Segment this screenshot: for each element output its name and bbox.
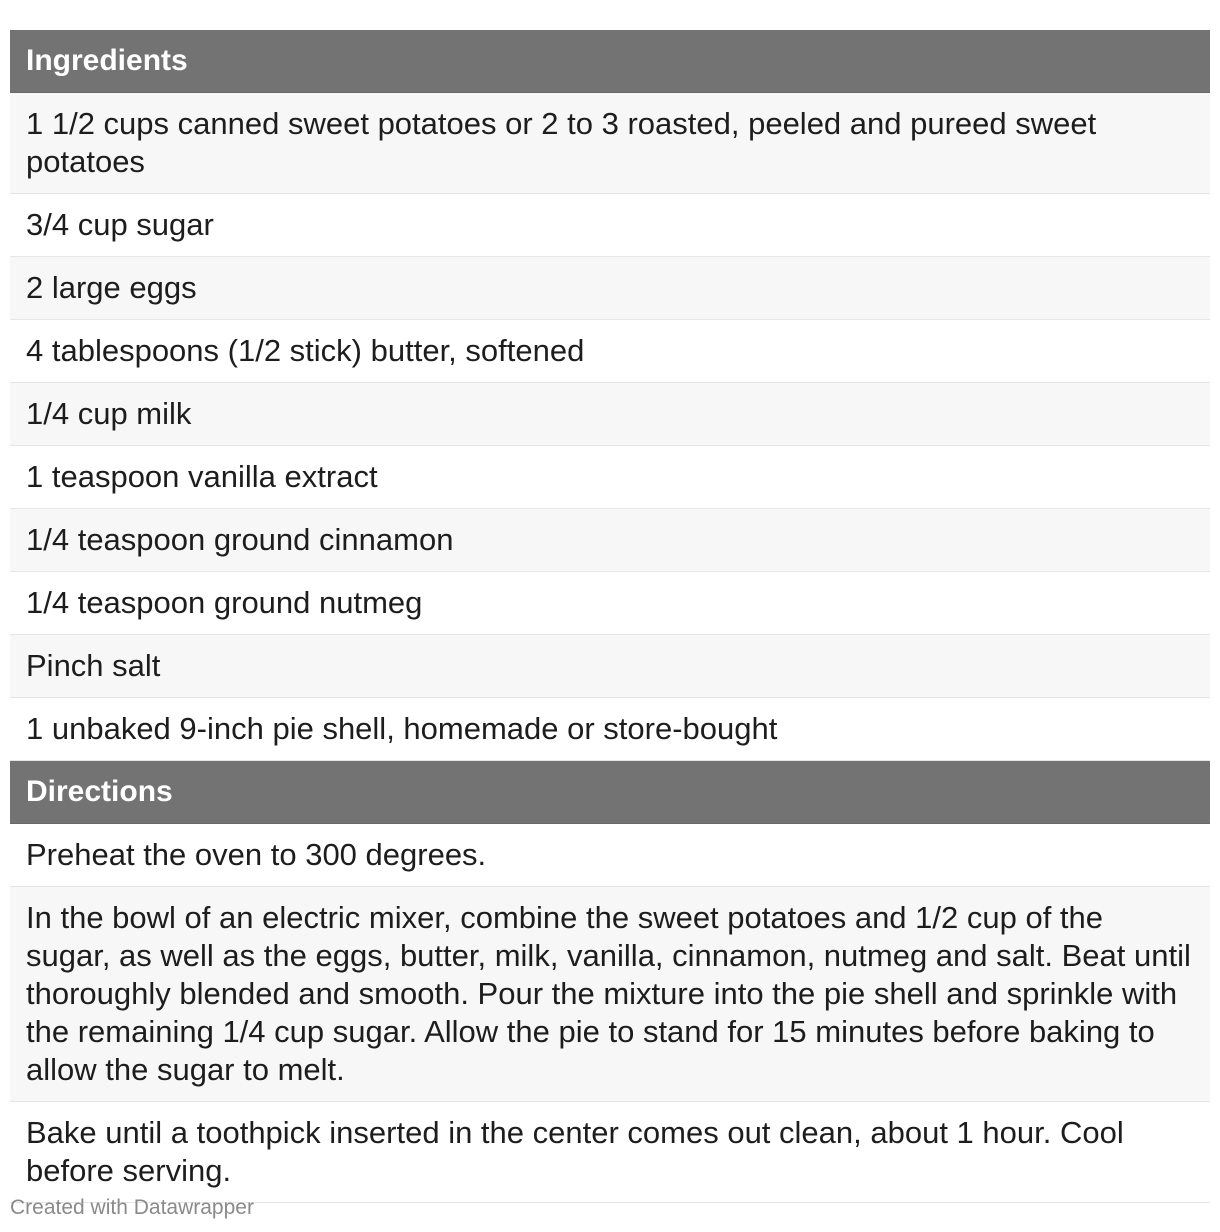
ingredient-row: 4 tablespoons (1/2 stick) butter, softened xyxy=(10,320,1210,383)
direction-row: In the bowl of an electric mixer, combine the sweet potatoes and 1/2 cup of the sugar, as well as the eggs, butter, milk, vanilla, cinnamon, nutmeg and salt. Beat until thoroughly blended and smooth. Pour the mixture into the pie shell and sprinkle with the remaining 1/4 cup sugar. Allow the pie to stand for 15 minutes before baking to allow the sugar to melt. xyxy=(10,887,1210,1102)
ingredient-row: Pinch salt xyxy=(10,635,1210,698)
direction-row: Preheat the oven to 300 degrees. xyxy=(10,824,1210,887)
directions-header: Directions xyxy=(10,761,1210,824)
ingredients-header: Ingredients xyxy=(10,30,1210,93)
ingredient-row: 2 large eggs xyxy=(10,257,1210,320)
ingredient-row: 3/4 cup sugar xyxy=(10,194,1210,257)
ingredient-row: 1/4 cup milk xyxy=(10,383,1210,446)
ingredient-row: 1 unbaked 9-inch pie shell, homemade or store-bought xyxy=(10,698,1210,761)
direction-row: Bake until a toothpick inserted in the center comes out clean, about 1 hour. Cool before serving. xyxy=(10,1102,1210,1203)
ingredient-row: 1 teaspoon vanilla extract xyxy=(10,446,1210,509)
ingredient-row: 1 1/2 cups canned sweet potatoes or 2 to 3 roasted, peeled and pureed sweet potatoes xyxy=(10,93,1210,194)
datawrapper-credit: Created with Datawrapper xyxy=(10,1196,254,1219)
ingredient-row: 1/4 teaspoon ground nutmeg xyxy=(10,572,1210,635)
ingredient-row: 1/4 teaspoon ground cinnamon xyxy=(10,509,1210,572)
recipe-table xyxy=(10,30,1210,1203)
